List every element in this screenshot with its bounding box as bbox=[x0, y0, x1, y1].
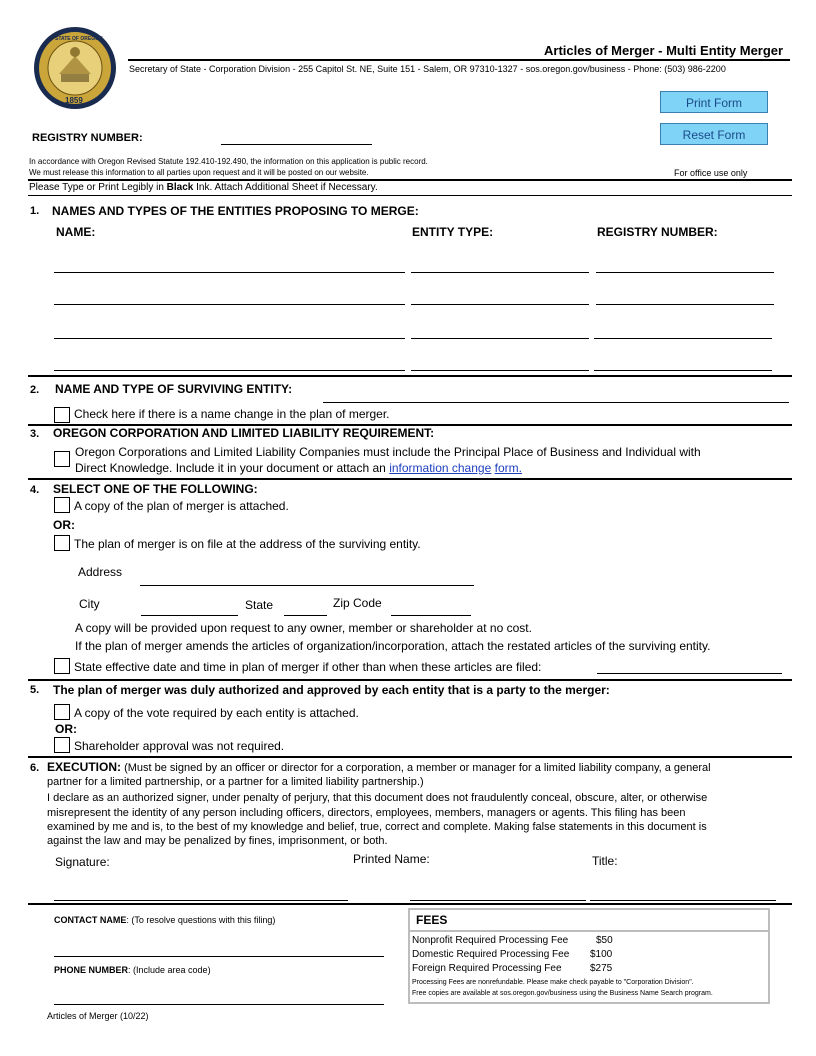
zip-code-input[interactable] bbox=[391, 615, 471, 616]
section-5-number: 5. bbox=[30, 684, 40, 696]
entity-type-input[interactable] bbox=[411, 338, 589, 339]
zip-code-label: Zip Code bbox=[333, 596, 382, 610]
city-input[interactable] bbox=[141, 615, 238, 616]
form-link[interactable]: form. bbox=[494, 461, 522, 475]
phone-number-label-rest: : (Include area code) bbox=[128, 965, 211, 975]
entity-registry-input[interactable] bbox=[594, 370, 772, 371]
public-record-notice-2: We must release this information to all parties upon request and it will be posted on our website. bbox=[29, 168, 369, 177]
or-label: OR: bbox=[53, 518, 75, 532]
contact-name-label-rest: : (To resolve questions with this filing) bbox=[126, 915, 276, 925]
entity-name-input[interactable] bbox=[54, 370, 405, 371]
printed-name-label: Printed Name: bbox=[353, 852, 430, 866]
effective-date-input[interactable] bbox=[597, 673, 782, 674]
col-entity-type-header: ENTITY TYPE: bbox=[412, 225, 494, 239]
ink-instructions bbox=[29, 182, 378, 193]
contact-name-input[interactable] bbox=[54, 956, 384, 957]
or-label: OR: bbox=[55, 722, 77, 736]
plan-on-file-checkbox[interactable] bbox=[54, 535, 70, 551]
registry-number-label: REGISTRY NUMBER: bbox=[32, 132, 143, 144]
state-input[interactable] bbox=[284, 615, 327, 616]
entity-name-input[interactable] bbox=[54, 272, 405, 273]
print-form-button[interactable]: Print Form bbox=[660, 91, 768, 113]
section-3-title: OREGON CORPORATION AND LIMITED LIABILITY REQUIREMENT: bbox=[53, 426, 435, 440]
registry-number-field[interactable] bbox=[221, 144, 372, 145]
agency-address: Secretary of State - Corporation Division - 255 Capitol St. NE, Suite 151 - Salem, OR 97310-1327 - sos.oregon.gov/business - Phone: (503) 986-2200 bbox=[129, 64, 726, 74]
section-divider bbox=[28, 478, 792, 480]
oregon-requirement-checkbox[interactable] bbox=[54, 451, 70, 467]
seal-text: STATE OF OREGON bbox=[55, 36, 103, 42]
section-4-number: 4. bbox=[30, 484, 40, 496]
signature-input[interactable] bbox=[54, 900, 348, 901]
title-label: Title: bbox=[592, 854, 618, 868]
section-3-number: 3. bbox=[30, 428, 40, 440]
ink-instructions-post: Ink. Attach Additional Sheet if Necessary. bbox=[193, 182, 378, 193]
phone-number-label-bold: PHONE NUMBER bbox=[54, 965, 129, 975]
entity-type-input[interactable] bbox=[411, 370, 589, 371]
vote-attached-label: A copy of the vote required by each entity is attached. bbox=[74, 706, 359, 720]
entity-registry-input[interactable] bbox=[594, 338, 772, 339]
section-5-title: The plan of merger was duly authorized and approved by each entity that is a party to the merger: bbox=[53, 683, 610, 697]
plan-attached-label: A copy of the plan of merger is attached. bbox=[74, 499, 289, 513]
entity-name-input[interactable] bbox=[54, 338, 405, 339]
section-6-number: 6. bbox=[30, 762, 40, 774]
declaration-line-3: examined by me and is, to the best of my knowledge and belief, true, correct and complete. Making false statements in this document is bbox=[47, 821, 707, 833]
fee-amount: $100 bbox=[590, 949, 613, 960]
address-label: Address bbox=[78, 565, 123, 579]
no-shareholder-approval-label: Shareholder approval was not required. bbox=[74, 739, 285, 753]
office-use-label: For office use only bbox=[674, 168, 748, 178]
fees-box bbox=[408, 908, 770, 1004]
entity-registry-input[interactable] bbox=[596, 272, 774, 273]
oregon-requirement-text: Oregon Corporations and Limited Liability Companies must include the Principal Place of Business and Individual with bbox=[75, 445, 701, 459]
fee-label: Nonprofit Required Processing Fee bbox=[412, 935, 569, 946]
state-seal bbox=[33, 26, 117, 110]
printed-name-input[interactable] bbox=[410, 900, 586, 901]
form-title: Articles of Merger - Multi Entity Merger bbox=[544, 43, 784, 58]
section-divider bbox=[28, 679, 792, 681]
fees-note-2: Free copies are available at sos.oregon.gov/business using the Business Name Search program. bbox=[412, 990, 713, 997]
effective-date-checkbox[interactable] bbox=[54, 658, 70, 674]
contact-name-label bbox=[54, 915, 275, 925]
section-2-number: 2. bbox=[30, 384, 40, 396]
section-divider bbox=[28, 756, 792, 758]
section-divider bbox=[28, 375, 792, 377]
public-record-notice: In accordance with Oregon Revised Statute 192.410-192.490, the information on this application is public record. bbox=[29, 157, 428, 166]
ink-instructions-pre: Please Type or Print Legibly in bbox=[29, 182, 167, 193]
entity-type-input[interactable] bbox=[411, 272, 589, 273]
section-1-number: 1. bbox=[30, 205, 40, 217]
header-rule bbox=[128, 59, 790, 61]
execution-requirement: (Must be signed by an officer or director for a corporation, a member or manager for a limited liability company, a general bbox=[121, 762, 711, 774]
fee-label: Domestic Required Processing Fee bbox=[412, 949, 570, 960]
reset-form-button[interactable]: Reset Form bbox=[660, 123, 768, 145]
ink-instructions-bold: Black bbox=[166, 182, 194, 193]
no-shareholder-approval-checkbox[interactable] bbox=[54, 737, 70, 753]
name-change-label: Check here if there is a name change in the plan of merger. bbox=[74, 407, 390, 421]
state-label: State bbox=[245, 598, 274, 612]
fees-title: FEES bbox=[410, 910, 768, 932]
seal-year: 1859 bbox=[65, 96, 83, 105]
rule bbox=[28, 195, 792, 196]
title-input[interactable] bbox=[590, 900, 776, 901]
phone-number-label bbox=[54, 965, 211, 975]
plan-on-file-label: The plan of merger is on file at the address of the surviving entity. bbox=[74, 537, 421, 551]
restated-articles-note: If the plan of merger amends the articles of organization/incorporation, attach the restated articles of the surviving entity. bbox=[75, 639, 711, 653]
oregon-requirement-text-pre: Direct Knowledge. Include it in your document or attach an bbox=[75, 461, 390, 475]
address-input[interactable] bbox=[140, 585, 474, 586]
header-bottom-rule bbox=[28, 179, 792, 181]
declaration-line-2: misrepresent the identity of any person including officers, directors, employees, members, managers or agents. This filing has been bbox=[47, 807, 686, 819]
section-4-title: SELECT ONE OF THE FOLLOWING: bbox=[53, 482, 258, 496]
city-label: City bbox=[79, 597, 100, 611]
fees-note-1: Processing Fees are nonrefundable. Please make check payable to "Corporation Division". bbox=[412, 979, 694, 986]
plan-attached-checkbox[interactable] bbox=[54, 497, 70, 513]
section-divider bbox=[28, 903, 792, 905]
name-change-checkbox[interactable] bbox=[54, 407, 70, 423]
surviving-entity-input[interactable] bbox=[323, 402, 789, 403]
information-change-link[interactable]: information change bbox=[389, 461, 492, 475]
section-2-title: NAME AND TYPE OF SURVIVING ENTITY: bbox=[55, 382, 293, 396]
signature-label: Signature: bbox=[55, 855, 110, 869]
col-registry-header: REGISTRY NUMBER: bbox=[597, 225, 718, 239]
vote-attached-checkbox[interactable] bbox=[54, 704, 70, 720]
entity-registry-input[interactable] bbox=[596, 304, 774, 305]
execution-requirement-2: partner for a limited partnership, or a partner for a limited liability partnership.) bbox=[47, 776, 424, 788]
execution-title: EXECUTION: bbox=[47, 760, 122, 774]
declaration-line-4: against the law and may be penalized by fines, imprisonment, or both. bbox=[47, 835, 388, 847]
section-1-title: NAMES AND TYPES OF THE ENTITIES PROPOSING TO MERGE: bbox=[52, 204, 419, 218]
phone-number-input[interactable] bbox=[54, 1004, 384, 1005]
entity-type-input[interactable] bbox=[411, 304, 589, 305]
form-version-footer: Articles of Merger (10/22) bbox=[47, 1011, 149, 1021]
effective-date-label: State effective date and time in plan of merger if other than when these articles are filed: bbox=[74, 660, 542, 674]
entity-name-input[interactable] bbox=[54, 304, 405, 305]
fee-amount: $50 bbox=[596, 935, 613, 946]
contact-name-label-bold: CONTACT NAME bbox=[54, 915, 127, 925]
copy-provided-note: A copy will be provided upon request to any owner, member or shareholder at no cost. bbox=[75, 621, 532, 635]
fee-label: Foreign Required Processing Fee bbox=[412, 963, 562, 974]
col-name-header: NAME: bbox=[56, 225, 96, 239]
oregon-requirement-text-2 bbox=[75, 461, 522, 475]
declaration-line-1: I declare as an authorized signer, under penalty of perjury, that this document does not fraudulently conceal, obscure, alter, or otherwise bbox=[47, 792, 708, 804]
fee-amount: $275 bbox=[590, 963, 613, 974]
execution-heading bbox=[47, 760, 711, 774]
